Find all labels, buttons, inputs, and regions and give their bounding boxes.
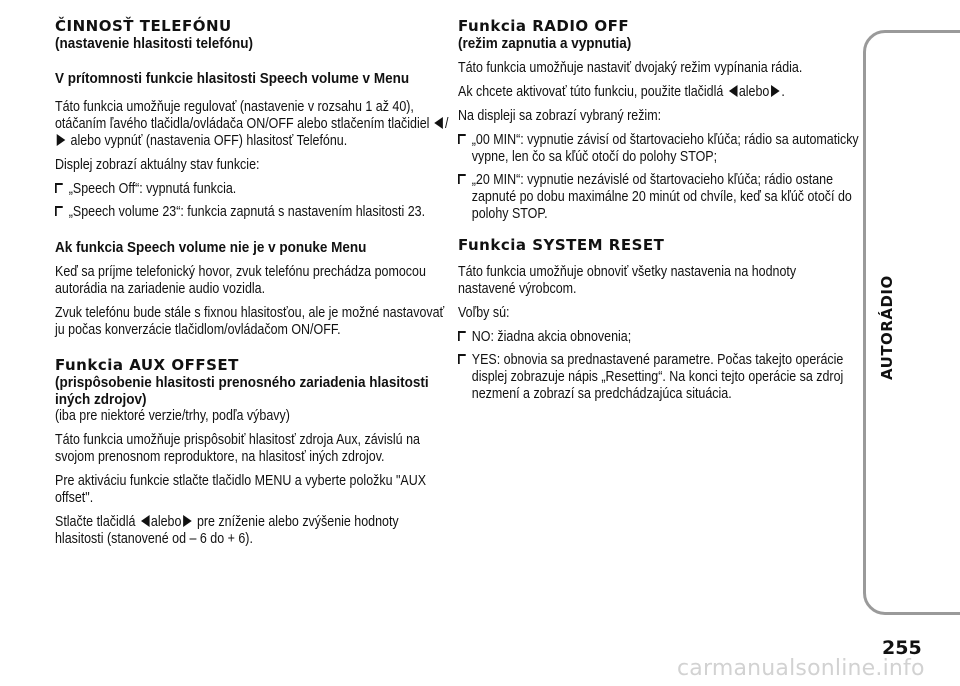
paragraph-aux-adjust: Stlačte tlačidlá alebo pre zníženie alebo zvýšenie hodnoty hlasitosti (stanovené od – 6 do + 6). [55,514,399,547]
section-title-phone: ČINNOSŤ TELEFÓNU [55,17,232,35]
paragraph-radio-off-display: Na displeji sa zobrazí vybraný režim: [458,108,662,124]
right-arrow-icon [57,134,66,146]
checkbox-bullet-icon [458,174,466,184]
paragraph-options: Voľby sú: [458,305,510,321]
heading-speech-volume-not-in-menu: Ak funkcia Speech volume nie je v ponuke Menu [55,239,367,256]
right-arrow-icon [183,515,192,527]
paragraph-aux-activate: Pre aktiváciu funkcie stlačte tlačidlo MENU a vyberte položku "AUX offset". [55,473,427,506]
left-arrow-icon [728,85,737,97]
paragraph-radio-off-modes: Táto funkcia umožňuje nastaviť dvojaký režim vypínania rádia. [458,60,803,76]
list-item: NO: žiadna akcia obnovenia; [458,329,866,346]
page-number: 255 [882,637,922,659]
section-subtitle-aux-offset: (prispôsobenie hlasitosti prenosného zariadenia hlasitosti iných zdrojov) [55,374,429,408]
list-item: „Speech Off“: vypnutá funkcia. [55,181,463,198]
section-title-radio-off: Funkcia RADIO OFF [458,17,630,35]
paragraph-incoming-call: Keď sa príjme telefonický hovor, zvuk telefónu prechádza pomocou autorádia na zariadenie audio vozidla. [55,264,426,297]
checkbox-bullet-icon [458,354,466,364]
paragraph-system-reset: Táto funkcia umožňuje obnoviť všetky nastavenia na hodnoty nastavené výrobcom. [458,264,797,297]
checkbox-bullet-icon [458,134,466,144]
heading-speech-volume-in-menu: V prítomnosti funkcie hlasitosti Speech volume v Menu [55,70,410,87]
right-arrow-icon [771,85,780,97]
note-versions: (iba pre niektoré verzie/trhy, podľa výbavy) [55,408,290,424]
watermark: carmanualsonline.info [677,656,925,681]
left-arrow-icon [141,515,150,527]
paragraph-speech-volume: Táto funkcia umožňuje regulovať (nastavenie v rozsahu 1 až 40), otáčaním ľavého tlačidla/ovládača ON/OFF alebo stlačením tlačidiel / alebo vypnúť (nastavenia OFF) hlasitosť Telefónu. [55,99,449,149]
right-column [458,17,859,409]
checkbox-bullet-icon [458,331,466,341]
checkbox-bullet-icon [55,206,63,216]
section-subtitle-radio-off: (režim zapnutia a vypnutia) [458,35,632,52]
paragraph-radio-off-activate: Ak chcete aktivovať túto funkciu, použite tlačidlá alebo . [458,84,785,100]
list-item: „20 MIN“: vypnutie nezávislé od štartovacieho kľúča; rádio ostane zapnuté po dobu maximálne 20 minút od chvíle, keď sa kľúč otočí do polohy STOP. [458,172,866,223]
left-arrow-icon [435,117,444,129]
section-subtitle-phone: (nastavenie hlasitosti telefónu) [55,35,254,52]
list-item: „00 MIN“: vypnutie závisí od štartovacieho kľúča; rádio sa automaticky vypne, len čo sa kľúč otočí do polohy STOP; [458,132,866,166]
list-item: „Speech volume 23“: funkcia zapnutá s nastavením hlasitosti 23. [55,204,463,221]
list-item: YES: obnovia sa prednastavené parametre. Počas takejto operácie displej zobrazuje nápis „Resetting“. Na konci tejto operácie sa zdroj nezmení a zobrazí sa predchádzajúca situácia. [458,352,866,403]
section-title-aux-offset: Funkcia AUX OFFSET [55,356,239,374]
section-title-system-reset: Funkcia SYSTEM RESET [458,236,665,254]
left-column [55,18,450,555]
side-chapter-label: AUTORÁDIO [878,275,896,380]
paragraph-display-status: Displej zobrazí aktuálny stav funkcie: [55,157,260,173]
checkbox-bullet-icon [55,183,63,193]
paragraph-aux-offset: Táto funkcia umožňuje prispôsobiť hlasitosť zdroja Aux, závislú na svojom prenosnom reproduktore, na hlasitosť iných zdrojov. [55,432,420,465]
paragraph-fixed-volume: Zvuk telefónu bude stále s fixnou hlasitosťou, ale je možné nastavovať ju počas konverzácie tlačidlom/ovládačom ON/OFF. [55,305,445,338]
